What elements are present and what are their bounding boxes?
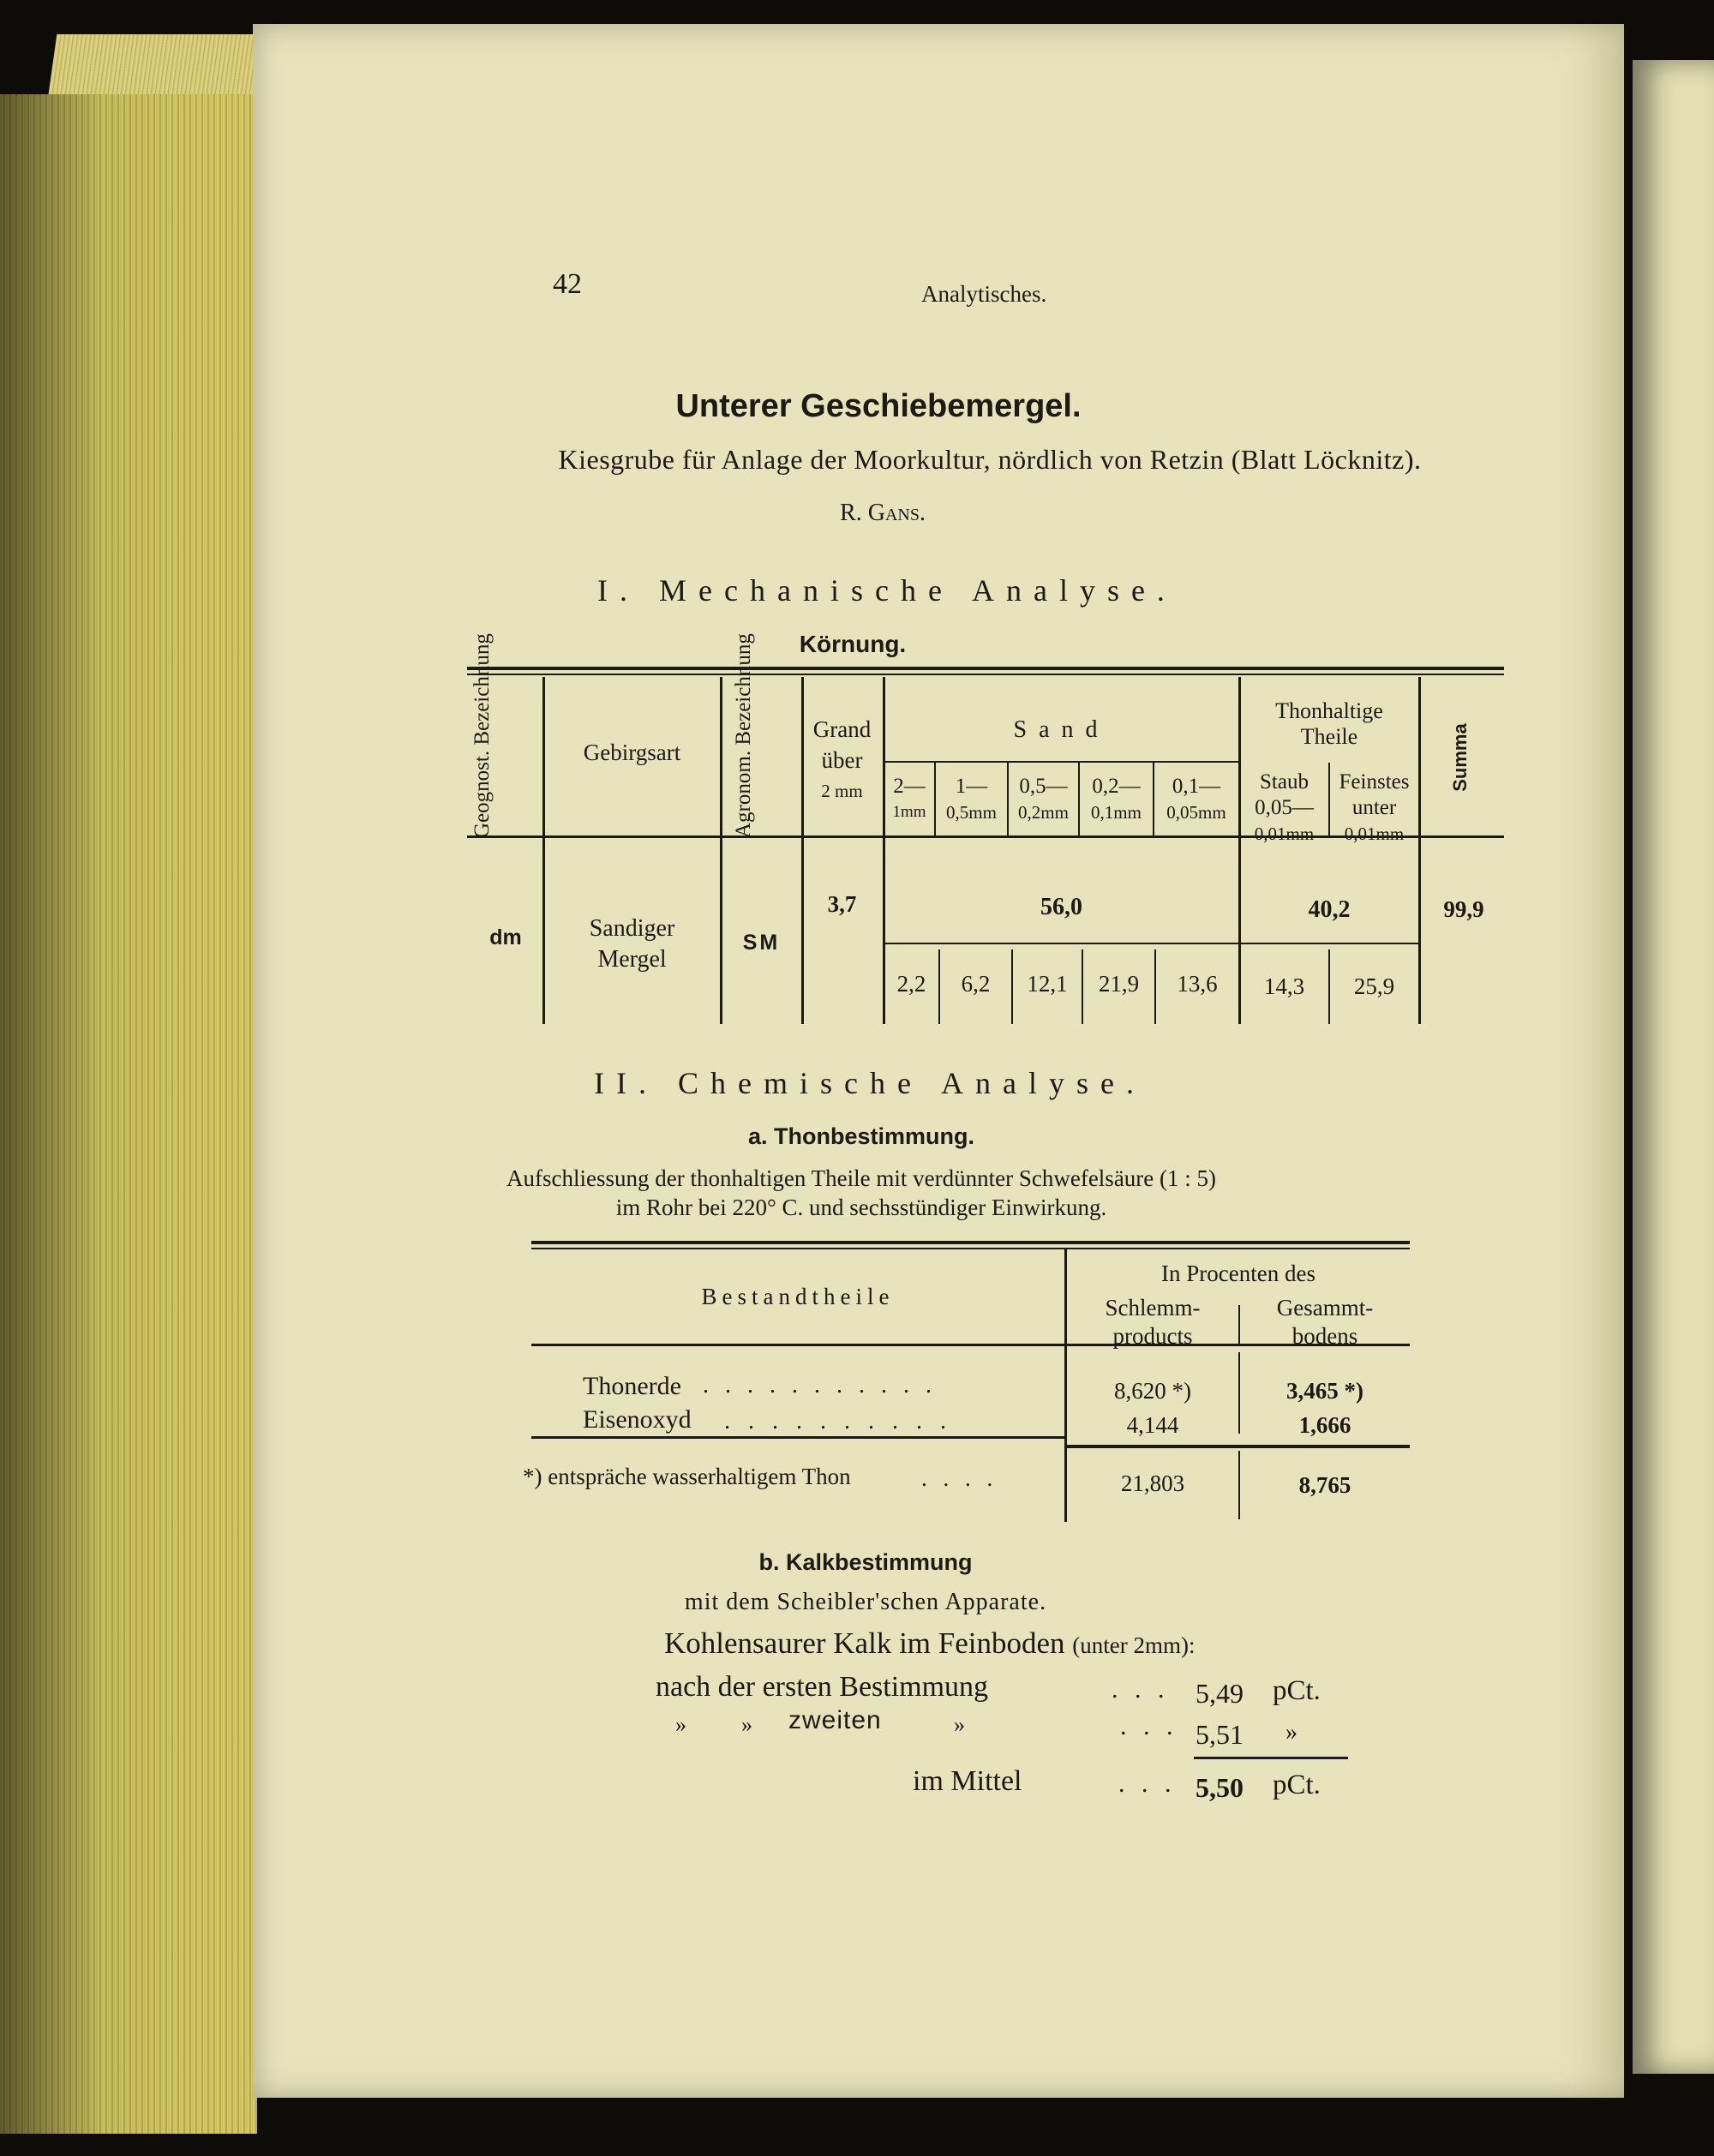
kalkbestimmung-heading: b. Kalkbestimmung bbox=[758, 1549, 973, 1575]
kalk-mittel-label: im Mittel bbox=[913, 1765, 1022, 1797]
kalkbestimmung-description: mit dem Scheibler'schen Apparate. bbox=[684, 1589, 1047, 1615]
row-name-eisenoxyd: Eisenoxyd bbox=[583, 1405, 692, 1434]
kalk-value-first: 5,49 bbox=[1196, 1678, 1244, 1709]
cell-gebirgsart: Sandiger Mergel bbox=[589, 915, 675, 973]
thonbestimmung-heading: a. Thonbestimmung. bbox=[747, 1123, 974, 1149]
header-sand: Sand bbox=[1013, 716, 1110, 743]
row-value-schlemm: 8,620 *) bbox=[1114, 1378, 1191, 1404]
row-value-gesammt: 1,666 bbox=[1298, 1412, 1351, 1438]
col-schlemmproducts: Schlemm- products bbox=[1105, 1295, 1201, 1349]
mech-subheading: Körnung. bbox=[799, 631, 907, 657]
header-geognost: Geognost. Bezeichnung bbox=[470, 633, 494, 838]
header-sand-col: 1— 0,5mm bbox=[946, 775, 997, 823]
book-page bbox=[253, 24, 1624, 2098]
kalk-dots: . . . bbox=[1120, 1712, 1178, 1740]
row-dots: . . . . . . . . . . bbox=[724, 1408, 952, 1434]
cell-sand-value: 2,2 bbox=[896, 971, 926, 997]
cell-summa: 99,9 bbox=[1443, 896, 1484, 922]
header-sand-col: 2— 1mm bbox=[892, 775, 926, 821]
row-name-thonerde: Thonerde bbox=[583, 1372, 681, 1400]
header-grand: Grand über 2 mm bbox=[812, 716, 872, 801]
cell-thon-total: 40,2 bbox=[1308, 896, 1351, 923]
cell-staub: 14,3 bbox=[1263, 973, 1305, 999]
mech-heading: I. Mechanische Analyse. bbox=[597, 573, 1177, 608]
kalk-unit-second: » bbox=[1286, 1719, 1297, 1746]
header-sand-col: 0,5— 0,2mm bbox=[1018, 775, 1069, 823]
header-agronom: Agronom. Bezeichnung bbox=[732, 633, 755, 838]
location-subtitle: Kiesgrube für Anlage der Moorkultur, nördlich von Retzin (Blatt Löcknitz). bbox=[558, 444, 1422, 475]
kalk-sum-rule bbox=[1194, 1757, 1348, 1759]
kalk-unit-first: pCt. bbox=[1273, 1675, 1321, 1706]
cell-sand-value: 6,2 bbox=[961, 971, 991, 997]
footnote-value-gesammt: 8,765 bbox=[1298, 1472, 1351, 1498]
facing-page-edge bbox=[1633, 60, 1714, 2074]
kalk-title: Kohlensaurer Kalk im Feinboden (unter 2mm): bbox=[664, 1626, 1196, 1660]
row-value-schlemm: 4,144 bbox=[1126, 1412, 1179, 1438]
col-in-procenten: In Procenten des bbox=[1161, 1261, 1315, 1286]
kalk-dots: . . . bbox=[1112, 1675, 1170, 1704]
kalk-unit-mittel: pCt. bbox=[1273, 1770, 1321, 1800]
row-dots: . . . . . . . . . . . bbox=[703, 1372, 937, 1398]
header-thonhaltige: Thonhaltige Theile bbox=[1275, 698, 1383, 749]
header-sand-col: 0,2— 0,1mm bbox=[1091, 775, 1142, 823]
col-bestandtheile: Bestandtheile bbox=[701, 1284, 895, 1309]
header-sand-col: 0,1— 0,05mm bbox=[1166, 775, 1226, 823]
cell-sand-value: 13,6 bbox=[1177, 971, 1218, 997]
section-title: Unterer Geschiebemergel. bbox=[675, 388, 1082, 424]
header-gebirgsart: Gebirgsart bbox=[583, 740, 681, 765]
page-number: 42 bbox=[553, 268, 582, 300]
footnote-value-schlemm: 21,803 bbox=[1120, 1470, 1185, 1496]
kalk-ditto: » bbox=[675, 1712, 686, 1737]
kalk-ditto: » bbox=[954, 1712, 965, 1737]
thonbestimmung-description: Aufschliessung der thonhaltigen Theile mit verdünnter Schwefelsäure (1 : 5) im Rohr bei 220° C. und sechsstündiger Einwirkung. bbox=[506, 1165, 1217, 1220]
book-stack-shadow bbox=[0, 94, 257, 2134]
running-head: Analytisches. bbox=[921, 281, 1047, 307]
cell-sand-value: 12,1 bbox=[1027, 971, 1068, 997]
cell-agronom: SM bbox=[742, 931, 781, 955]
header-feinstes: Feinstes unter 0,01mm bbox=[1339, 770, 1410, 844]
kalk-line-first: nach der ersten Bestimmung bbox=[656, 1671, 989, 1703]
cell-feinstes: 25,9 bbox=[1353, 973, 1395, 999]
col-gesammtbodens: Gesammt- bodens bbox=[1276, 1295, 1374, 1349]
cell-grand: 3,7 bbox=[827, 891, 857, 917]
footnote-dots: . . . . bbox=[921, 1465, 998, 1491]
kalk-dots: . . . bbox=[1118, 1770, 1177, 1798]
row-value-gesammt: 3,465 *) bbox=[1286, 1378, 1363, 1404]
header-summa: Summa bbox=[1449, 723, 1471, 792]
kalk-value-mittel: 5,50 bbox=[1196, 1772, 1244, 1803]
header-staub: Staub 0,05— 0,01mm bbox=[1254, 770, 1315, 844]
author: R. Gans. bbox=[840, 500, 926, 526]
chem-heading: II. Chemische Analyse. bbox=[594, 1066, 1146, 1100]
kalk-value-second: 5,51 bbox=[1196, 1719, 1244, 1750]
cell-sand-total: 56,0 bbox=[1040, 894, 1082, 920]
cell-geognost: dm bbox=[489, 925, 522, 949]
cell-sand-value: 21,9 bbox=[1098, 971, 1140, 997]
kalk-word-zweiten: zweiten bbox=[788, 1706, 882, 1734]
footnote-thon: *) entspräche wasserhaltigem Thon bbox=[523, 1464, 851, 1489]
kalk-ditto: » bbox=[741, 1712, 752, 1737]
